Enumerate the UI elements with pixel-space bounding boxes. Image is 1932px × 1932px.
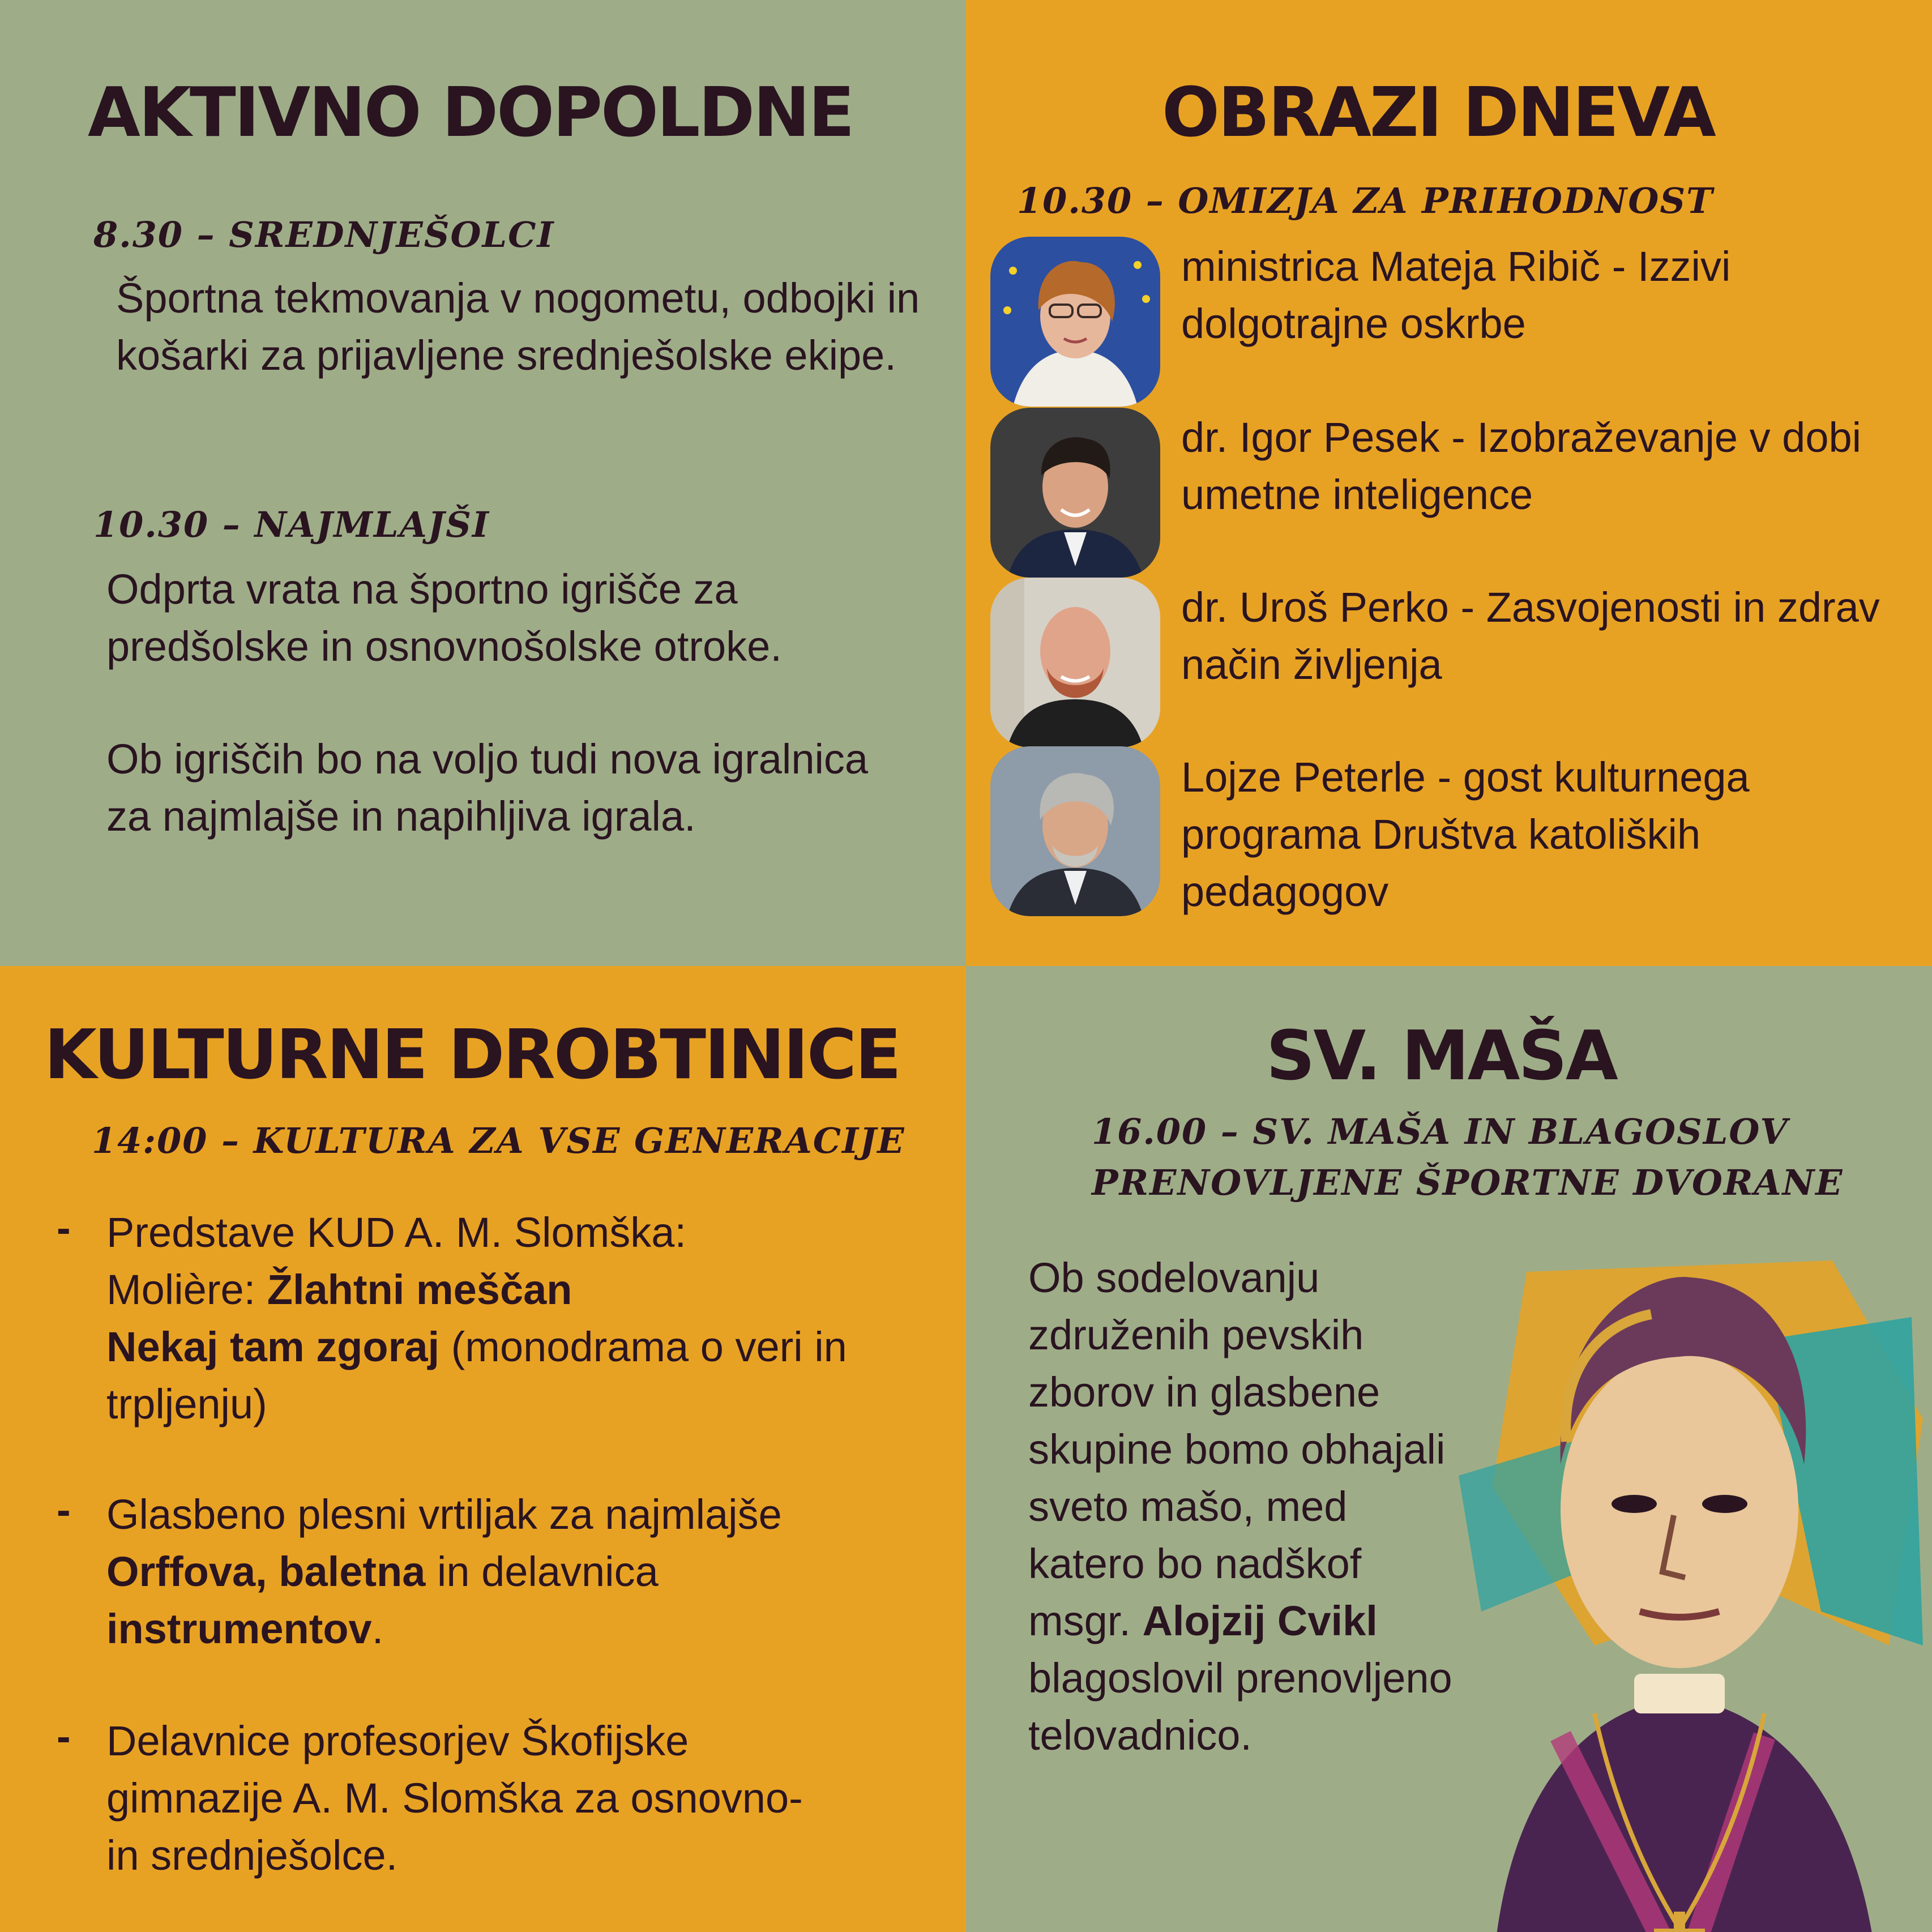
bullet-dash: -: [57, 1204, 71, 1251]
speaker-ribic: ministrica Mateja Ribič - Izzivi dolgotrajne oskrbe: [1181, 243, 1731, 347]
section-title: KULTURNE DROBTINICE: [44, 1016, 900, 1095]
schedule-heading-youngest: 10.30 – NAJMLAJŠI: [93, 504, 490, 545]
culture-item-music: Glasbeno plesni vrtiljak za najmlajše Orffova, baletna in delavnica instrumentov.: [106, 1491, 782, 1652]
bullet-dash: -: [57, 1713, 71, 1760]
section-title: AKTIVNO DOPOLDNE: [88, 74, 853, 152]
speaker-perko: dr. Uroš Perko - Zasvojenosti in zdrav način življenja: [1181, 584, 1880, 688]
mass-heading-line2: PRENOVLJENE ŠPORTNE DVORANE: [1092, 1162, 1844, 1203]
section-title: SV. MAŠA: [1266, 1017, 1617, 1096]
speaker-peterle: Lojze Peterle - gost kulturnega programa Društva katoliških pedagogov: [1181, 754, 1750, 915]
schedule-heading-highschool: 8.30 – SREDNJEŠOLCI: [93, 214, 555, 255]
portrait-woman-eu-flag-icon: [990, 237, 1160, 407]
culture-item-plays: Predstave KUD A. M. Slomška: Molière: Žlahtni meščan Nekaj tam zgoraj (monodrama o veri in trpljenju): [106, 1209, 847, 1427]
portrait-man-grey-hair-icon: [990, 746, 1160, 916]
schedule-text-playroom: Ob igriščih bo na voljo tudi nova igralnica za najmlajše in napihljiva igrala.: [106, 736, 869, 840]
bullet-dash: -: [57, 1486, 71, 1533]
culture-item-workshops: Delavnice profesorjev Škofijske gimnazije A. M. Slomška za osnovno- in srednješolce.: [106, 1717, 803, 1879]
culture-heading: 14:00 – KULTURA ZA VSE GENERACIJE: [92, 1120, 905, 1161]
bishop-portrait-illustration-icon: [1425, 1249, 1932, 1932]
schedule-text-highschool: Športna tekmovanja v nogometu, odbojki in košarki za prijavljene srednješolske ekipe.: [116, 275, 920, 379]
schedule-text-youngest: Odprta vrata na športno igrišče za predšolske in osnovnošolske otroke.: [106, 566, 782, 670]
mass-heading-line1: 16.00 – SV. MAŠA IN BLAGOSLOV: [1092, 1111, 1789, 1152]
active-morning-panel: [0, 0, 966, 966]
faces-of-day-panel: [966, 0, 1932, 966]
panel-discussion-heading: 10.30 – OMIZJA ZA PRIHODNOST: [1017, 180, 1714, 221]
section-title: OBRAZI DNEVA: [1162, 74, 1715, 152]
mass-description: Ob sodelovanju združenih pevskih zborov in glasbene skupine bomo obhajali sveto mašo, med katero bo nadškof msgr. Alojzij Cvikl blagoslovil prenovljeno telovadnico.: [1028, 1254, 1452, 1759]
portrait-man-bald-beard-icon: [990, 578, 1160, 747]
speaker-pesek: dr. Igor Pesek - Izobraževanje v dobi umetne inteligence: [1181, 414, 1862, 518]
cultural-snippets-panel: [0, 966, 966, 1932]
holy-mass-panel: [966, 966, 1932, 1932]
portrait-man-dark-hair-icon: [990, 408, 1160, 578]
